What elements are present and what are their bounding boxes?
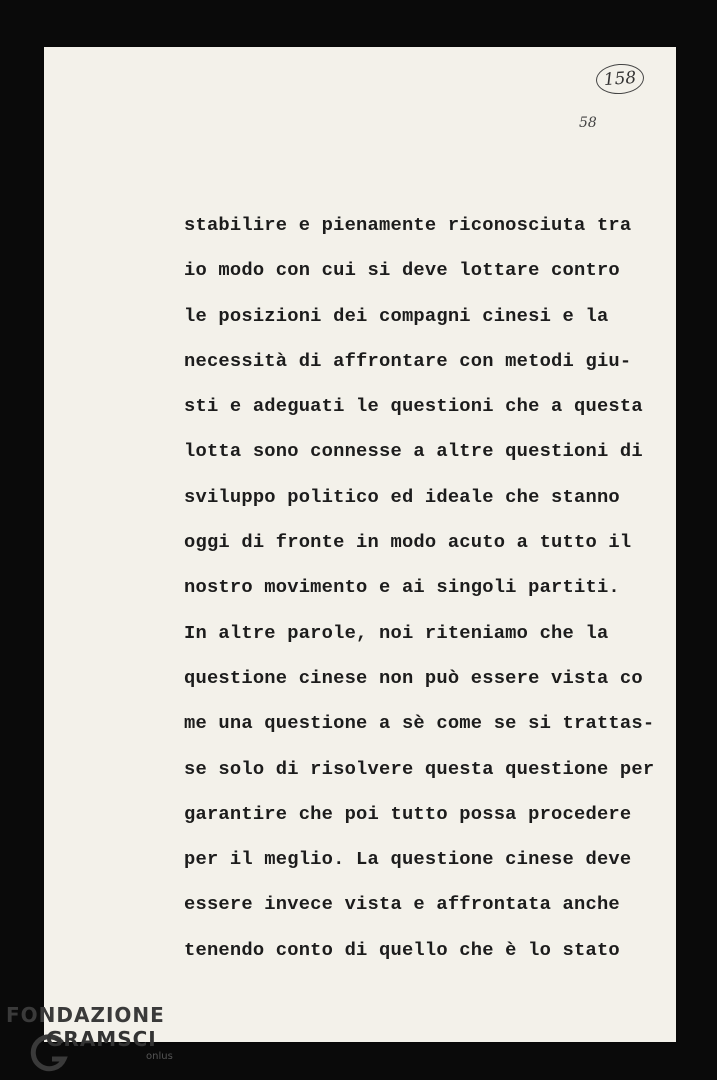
text-line: lotta sono connesse a altre questioni di (184, 440, 643, 463)
handwritten-page-number: 58 (579, 115, 597, 131)
text-line: In altre parole, noi riteniamo che la (184, 621, 609, 644)
text-line: sti e adeguati le questioni che a questa (184, 395, 643, 418)
text-line: questione cinese non può essere vista co (184, 666, 643, 689)
text-line: io modo con cui si deve lottare contro (184, 259, 620, 282)
watermark-line1: FONDAZIONE (6, 1003, 165, 1027)
text-line: nostro movimento e ai singoli partiti. (184, 576, 620, 599)
text-line: necessità di affrontare con metodi giu- (184, 349, 632, 372)
text-line: oggi di fronte in modo acuto a tutto il (184, 531, 632, 554)
archive-number-stamp: 158 (595, 62, 645, 95)
text-line: per il meglio. La questione cinese deve (184, 848, 632, 871)
text-line: me una questione a sè come se si trattas- (184, 712, 655, 735)
document-page (44, 47, 676, 1042)
text-line: se solo di risolvere questa questione per (184, 757, 655, 780)
fondazione-gramsci-watermark (6, 1003, 186, 1073)
text-line: tenendo conto di quello che è lo stato (184, 938, 620, 961)
typed-text-body (184, 213, 654, 983)
watermark-line2: GRAMSCI (46, 1027, 157, 1051)
text-line: garantire che poi tutto possa procedere (184, 802, 632, 825)
text-line: stabilire e pienamente riconosciuta tra (184, 214, 632, 236)
text-line: le posizioni dei compagni cinesi e la (184, 304, 609, 327)
watermark-sub: onlus (146, 1051, 173, 1062)
text-line: essere invece vista e affrontata anche (184, 893, 620, 916)
text-line: sviluppo politico ed ideale che stanno (184, 485, 620, 508)
